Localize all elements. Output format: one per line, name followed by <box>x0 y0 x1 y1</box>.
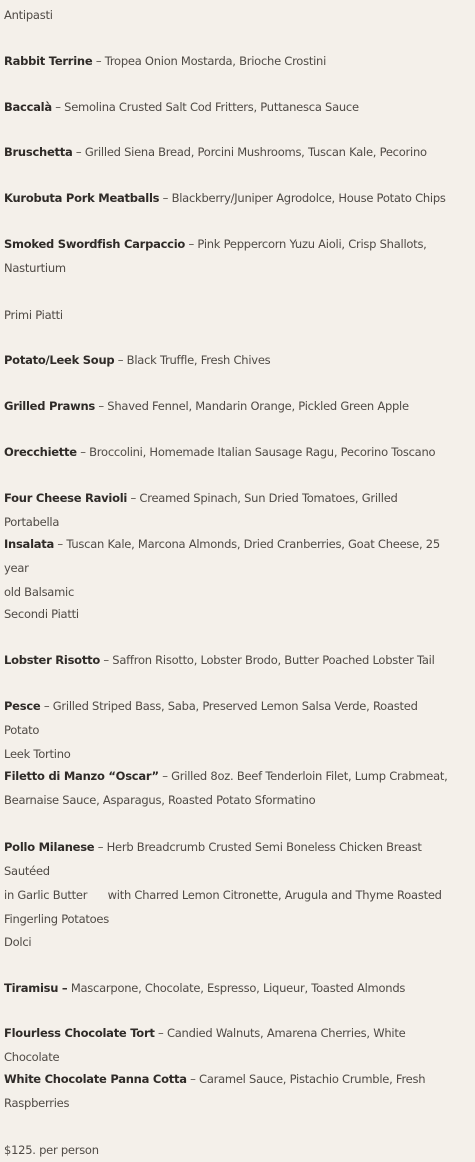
item-description: – Grilled Siena Bread, Porcini Mushrooms, Tuscan Kale, Pecorino <box>72 145 427 159</box>
item-name: Four Cheese Ravioli <box>4 491 128 505</box>
item-description: – Caramel Sauce, Pistachio Crumble, Fresh <box>186 1072 426 1086</box>
section-primi-piatti <box>4 303 454 327</box>
item-name: Tiramisu – <box>4 981 68 995</box>
item-name: Orecchiette <box>4 445 77 459</box>
item-description: – Creamed Spinach, Sun Dried Tomatoes, Grilled Portabella <box>4 491 398 529</box>
price-text: $125. per person <box>4 1143 99 1157</box>
item-name: Rabbit Terrine <box>4 54 93 68</box>
item-description: – Black Truffle, Fresh Chives <box>114 353 271 367</box>
menu-item-pork-meatballs <box>4 186 454 210</box>
menu-item-lobster-risotto <box>4 648 454 672</box>
item-description: – Broccolini, Homemade Italian Sausage Ragu, Pecorino Toscano <box>76 445 436 459</box>
item-description-cont: Nasturtium <box>4 261 66 275</box>
item-name: Insalata <box>4 537 55 551</box>
item-description-cont: Raspberries <box>4 1096 70 1110</box>
item-description: – Blackberry/Juniper Agrodolce, House Potato Chips <box>159 191 446 205</box>
item-description-cont: Leek Tortino <box>4 747 71 761</box>
item-description: Mascarpone, Chocolate, Espresso, Liqueur, Toasted Almonds <box>67 981 406 995</box>
section-label: Dolci <box>4 935 32 949</box>
item-name: Pollo Milanese <box>4 840 95 854</box>
menu-item-grilled-prawns <box>4 394 454 418</box>
item-description: – Saffron Risotto, Lobster Brodo, Butter Poached Lobster Tail <box>99 653 435 667</box>
item-description-cont: in Garlic Butter with Charred Lemon Citronette, Arugula and Thyme Roasted <box>4 888 442 902</box>
section-label: Secondi Piatti <box>4 607 79 621</box>
item-name: Kurobuta Pork Meatballs <box>4 191 160 205</box>
item-name: Potato/Leek Soup <box>4 353 115 367</box>
menu-item-baccala <box>4 95 454 119</box>
item-description: – Tropea Onion Mostarda, Brioche Crostini <box>92 54 327 68</box>
section-secondi-piatti <box>4 602 454 626</box>
item-description-cont: old Balsamic <box>4 585 75 599</box>
item-description: – Grilled Striped Bass, Saba, Preserved Lemon Salsa Verde, Roasted Potato <box>4 699 418 737</box>
item-name: Flourless Chocolate Tort <box>4 1026 155 1040</box>
section-label: Primi Piatti <box>4 308 63 322</box>
item-name: White Chocolate Panna Cotta <box>4 1072 187 1086</box>
menu-item-flourless-chocolate-tort <box>4 1021 454 1069</box>
section-antipasti <box>4 3 454 27</box>
item-description: – Pink Peppercorn Yuzu Aioli, Crisp Shallots, <box>185 237 427 251</box>
menu-item-bruschetta <box>4 140 454 164</box>
menu-item-insalata <box>4 532 454 604</box>
item-name: Bruschetta <box>4 145 73 159</box>
item-name: Lobster Risotto <box>4 653 100 667</box>
menu-item-orecchiette <box>4 440 454 464</box>
item-description: – Shaved Fennel, Mandarin Orange, Pickled Green Apple <box>95 399 409 413</box>
item-name: Baccalà <box>4 100 52 114</box>
item-name: Grilled Prawns <box>4 399 95 413</box>
item-name: Smoked Swordfish Carpaccio <box>4 237 186 251</box>
item-description-cont: Fingerling Potatoes <box>4 912 109 926</box>
menu-item-swordfish-carpaccio <box>4 232 454 280</box>
price-per-person <box>4 1138 454 1162</box>
menu-item-panna-cotta <box>4 1067 454 1115</box>
item-description: – Grilled 8oz. Beef Tenderloin Filet, Lump Crabmeat, <box>158 769 448 783</box>
item-name: Filetto di Manzo “Oscar” <box>4 769 159 783</box>
menu-item-rabbit-terrine <box>4 49 454 73</box>
menu-item-four-cheese-ravioli <box>4 486 454 534</box>
item-description: – Herb Breadcrumb Crusted Semi Boneless Chicken Breast Sautéed <box>4 840 422 878</box>
menu-item-pollo-milanese <box>4 835 454 931</box>
item-description: – Semolina Crusted Salt Cod Fritters, Puttanesca Sauce <box>51 100 359 114</box>
item-description: – Candied Walnuts, Amarena Cherries, White Chocolate <box>4 1026 406 1064</box>
menu-item-filetto-di-manzo <box>4 764 454 812</box>
item-description-cont: Bearnaise Sauce, Asparagus, Roasted Potato Sformatino <box>4 793 316 807</box>
item-description: – Tuscan Kale, Marcona Almonds, Dried Cranberries, Goat Cheese, 25 year <box>4 537 440 575</box>
section-label: Antipasti <box>4 8 53 22</box>
section-dolci <box>4 930 454 954</box>
menu-item-pesce <box>4 694 454 766</box>
menu-item-tiramisu <box>4 976 454 1000</box>
item-name: Pesce <box>4 699 41 713</box>
menu-item-potato-leek-soup <box>4 348 454 372</box>
